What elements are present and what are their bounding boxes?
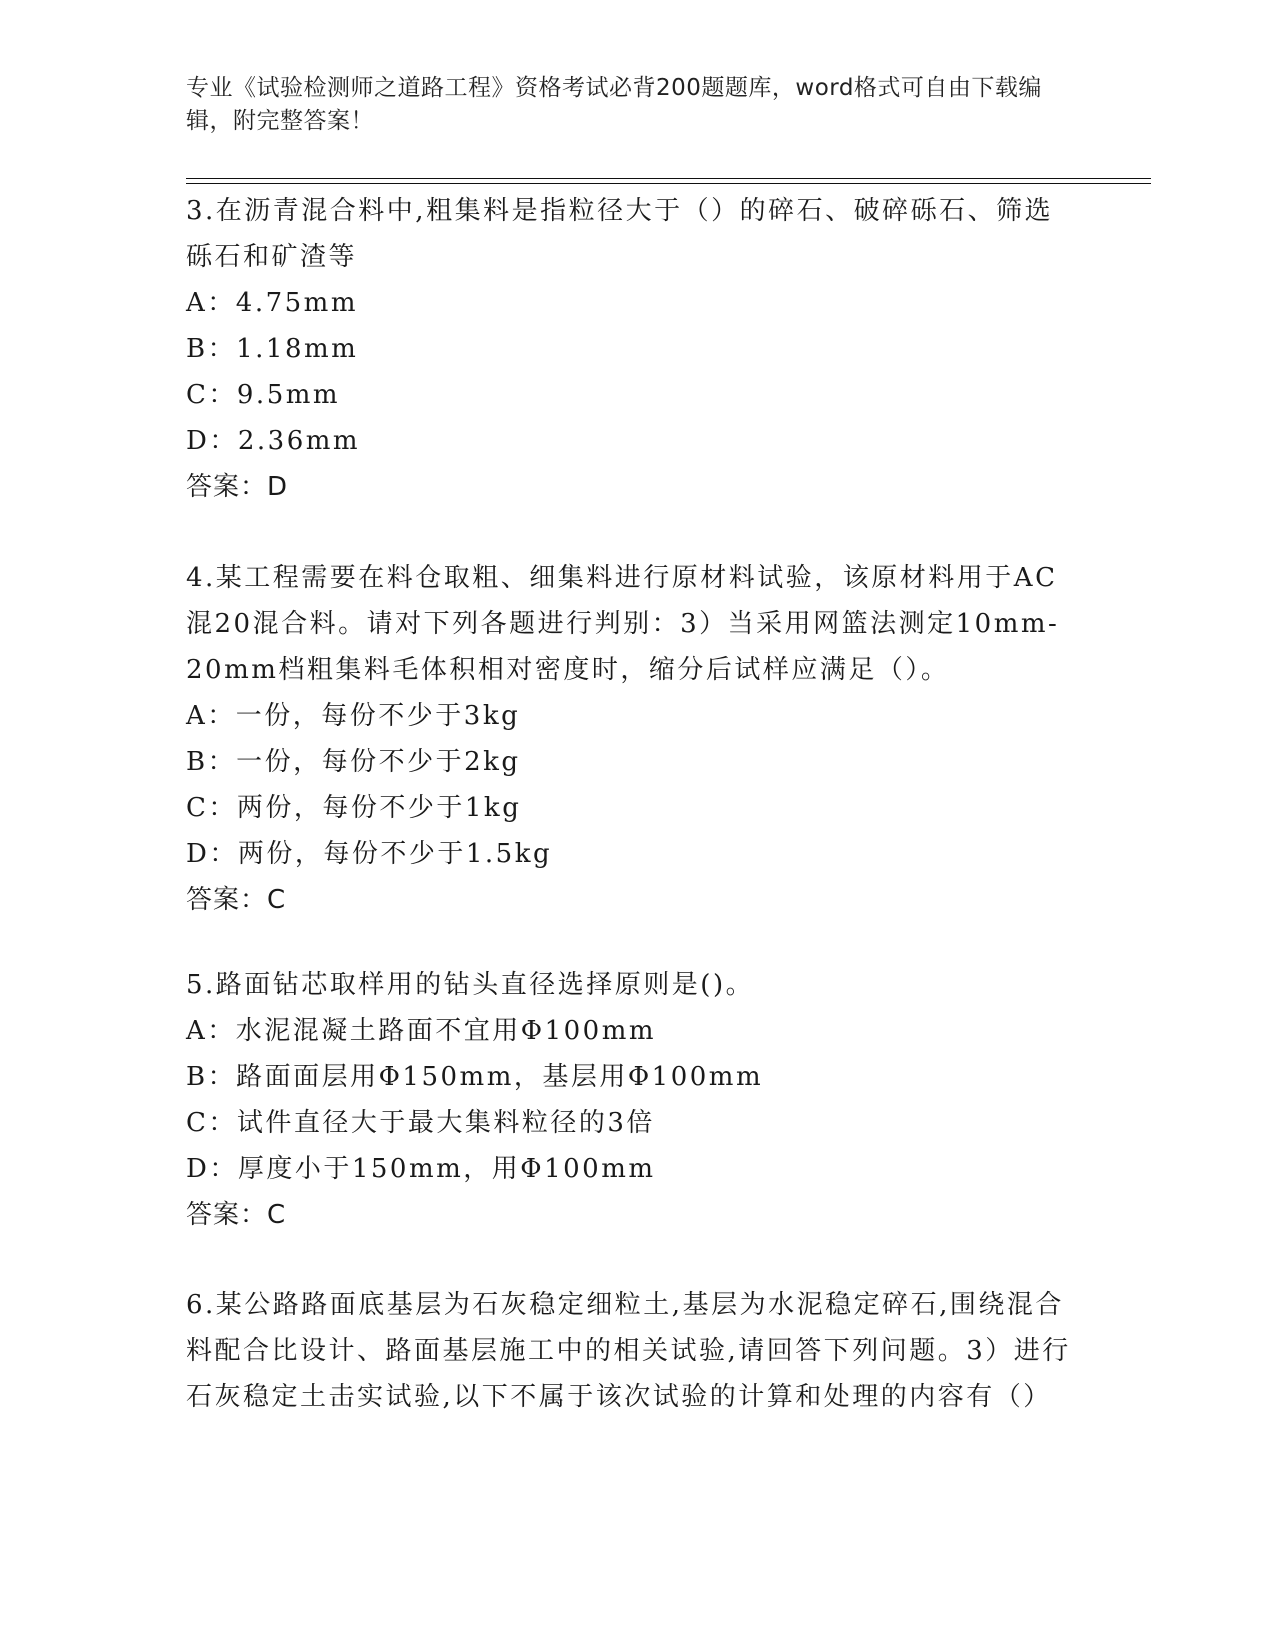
document-header: 专业《试验检测师之道路工程》资格考试必背200题题库，word格式可自由下载编辑，附完整答案！ bbox=[186, 75, 1042, 134]
answer-line: 答案：D bbox=[186, 472, 289, 502]
question-stem: 4.某工程需要在料仓取粗、细集料进行原材料试验，该原材料用于AC混20混合料。请对下列各题进行判别：3）当采用网篮法测定10mm-20mm档粗集料毛体积相对密度时，缩分后试样应满足（）。 bbox=[186, 563, 1060, 685]
option-c: C：两份，每份不少于1kg bbox=[186, 793, 522, 823]
option-d: D：2.36mm bbox=[186, 426, 361, 456]
answer-line: 答案：C bbox=[186, 1200, 287, 1230]
option-b: B：路面面层用Φ150mm，基层用Φ100mm bbox=[186, 1062, 764, 1092]
answer-line: 答案：C bbox=[186, 885, 287, 915]
question-6 bbox=[186, 1282, 1076, 1420]
header-divider-bottom bbox=[186, 183, 1151, 184]
question-3 bbox=[186, 188, 1076, 510]
option-c: C：9.5mm bbox=[186, 380, 341, 410]
option-a: A：4.75mm bbox=[186, 288, 358, 318]
option-d: D：厚度小于150mm，用Φ100mm bbox=[186, 1154, 656, 1184]
question-stem: 6.某公路路面底基层为石灰稳定细粒土,基层为水泥稳定碎石,围绕混合料配合比设计、路面基层施工中的相关试验,请回答下列问题。3）进行石灰稳定土击实试验,以下不属于该次试验的计算和处理的内容有（） bbox=[186, 1290, 1071, 1412]
option-b: B：1.18mm bbox=[186, 334, 359, 364]
option-a: A：水泥混凝土路面不宜用Φ100mm bbox=[186, 1016, 657, 1046]
header-divider-top bbox=[186, 178, 1151, 179]
option-b: B：一份，每份不少于2kg bbox=[186, 747, 521, 777]
option-c: C：试件直径大于最大集料粒径的3倍 bbox=[186, 1108, 655, 1138]
option-a: A：一份，每份不少于3kg bbox=[186, 701, 521, 731]
question-5 bbox=[186, 962, 1076, 1238]
question-stem: 3.在沥青混合料中,粗集料是指粒径大于（）的碎石、破碎砾石、筛选砾石和矿渣等 bbox=[186, 196, 1054, 272]
question-4 bbox=[186, 555, 1076, 923]
option-d: D：两份，每份不少于1.5kg bbox=[186, 839, 553, 869]
question-stem: 5.路面钻芯取样用的钻头直径选择原则是()。 bbox=[186, 970, 755, 1000]
